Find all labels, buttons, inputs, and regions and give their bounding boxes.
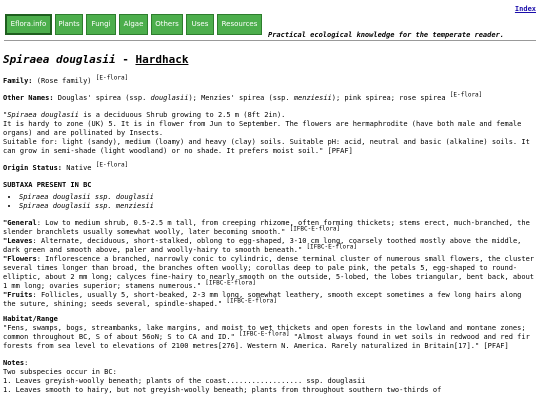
leaves-ref: [IFBC-E-flora] [306, 243, 358, 251]
pfaf-line-1: is a deciduous Shrub growing to 2.5 m (8ft 2in). [78, 111, 286, 119]
habitat-ref: [IFBC-E-flora] [239, 330, 290, 338]
other-names-ssp1: douglasii [150, 94, 189, 102]
origin-ref: [E-flora] [95, 161, 129, 169]
subtaxa-heading: SUBTAXA PRESENT IN BC [3, 181, 92, 189]
notes-line: 1. Leaves greyish-woolly beneath; plants of the coast.................. ssp. douglasii [3, 377, 366, 385]
title-separator: - [115, 53, 136, 66]
nav-algae[interactable]: Algae [119, 14, 148, 35]
family-value: (Rose family) [32, 77, 96, 85]
other-names-text: Douglas' spirea (ssp. [53, 94, 151, 102]
general-text: : Low to medium shrub, 0.5-2.5 m tall, from creeping rhizome, often forming thickets; stems erect, much-branched, the slender branchlets usually somewhat woolly, later becoming smooth." [3, 219, 530, 236]
origin-label: Origin Status: [3, 164, 63, 172]
other-names-text: ); pink spirea; rose spirea [331, 94, 450, 102]
main-content [3, 53, 537, 395]
general-label: "General [3, 219, 37, 227]
flowers-text: : Inflorescence a branched, narrowly conic to cylindric, dense terminal cluster of numerous small flowers, the cluster several times longer than broad, the branches often woolly; corollas deep to pale pink, the petals 5, egg-shaped to round-elliptic, about 2 mm long; calyces fine-hairy to nearly smooth on the outside, 5-lobed, the lobes triangular, bent back, about 1 mm long; ovaries superior; stamens numerous." [3, 255, 535, 290]
pfaf-summary [3, 111, 537, 156]
pfaf-line-2: It is hardy to zone (UK) 5. It is in flower from Jun to September. The flowers are hermaphrodite (have both male and female organs) and are pollinated by Insects. [3, 120, 522, 137]
habitat-text-1: "Fens, swamps, bogs, streambanks, lake margins, and moist to wet thickets and open forests in the lowland and montane zones; common throughout BC, S of about 56oN; S to CA and ID." [3, 324, 526, 341]
flowers-ref: [IFBC-E-flora] [205, 279, 256, 287]
general-ref: [IFBC-E-flora] [289, 225, 341, 233]
index-link[interactable]: Index [514, 5, 536, 13]
habitat-text-2: "Almost always found in wet soils in redwood and red fir forests from sea level to elevations of 2100 metres[276]. Western N. America. Rarely naturalized in Britain[17]." [PFAF] [3, 333, 530, 350]
notes-line: 1. Leaves smooth to hairy, but not greyish-woolly beneath; plants from throughout southern two-thirds of [3, 386, 442, 394]
other-names-text: ); Menzies' spirea (ssp. [188, 94, 294, 102]
pfaf-line-3: Suitable for: light (sandy), medium (loamy) and heavy (clay) soils. Suitable pH: acid, neutral and basic (alkaline) soils. It can grow in semi-shade (light woodland) or no shade. It prefers moist soil." [PFAF] [3, 138, 530, 155]
page-title [3, 53, 537, 67]
list-item: • Spiraea douglasii ssp. douglasii [19, 193, 537, 202]
other-names-ref: [E-flora] [449, 91, 483, 99]
habitat-heading: Habitat/Range [3, 315, 58, 323]
fruits-label: "Fruits [3, 291, 33, 299]
family-line [3, 74, 537, 86]
other-names-ssp2: menziesii [293, 94, 332, 102]
pfaf-species: Spiraea douglasii [7, 111, 79, 119]
nav-resources[interactable]: Resources [217, 14, 262, 35]
origin-value: Native [62, 164, 96, 172]
description [3, 219, 537, 309]
other-names-label: Other Names: [3, 94, 54, 102]
other-names-line [3, 91, 537, 103]
habitat-text [3, 324, 537, 351]
list-item: • Spiraea douglasii ssp. menziesii [19, 202, 537, 211]
header-divider [4, 40, 536, 41]
leaves-text: : Alternate, deciduous, short-stalked, oblong to egg-shaped, 3-10 cm long, coarsely toothed mostly above the middle, dark green and smooth above, paler and woolly-hairy to smooth beneath." [3, 237, 522, 254]
nav-eflora[interactable]: Eflora.info [5, 14, 52, 35]
origin-line [3, 161, 537, 173]
fruits-ref: [IFBC-E-flora] [226, 297, 277, 305]
nav-uses[interactable]: Uses [186, 14, 214, 35]
flowers-label: "Flowers [3, 255, 37, 263]
top-nav [5, 14, 262, 35]
common-name-link[interactable]: Hardhack [135, 53, 189, 66]
species-name: Spiraea douglasii [3, 53, 116, 66]
family-ref: [E-flora] [95, 74, 129, 82]
notes-line: Two subspecies occur in BC: [3, 368, 117, 376]
nav-plants[interactable]: Plants [55, 14, 83, 35]
leaves-label: "Leaves [3, 237, 33, 245]
notes-heading: Notes [3, 359, 25, 367]
family-label: Family: [3, 77, 33, 85]
nav-fungi[interactable]: Fungi [86, 14, 116, 35]
notes-colon: : [24, 359, 29, 367]
subtaxa-list [3, 193, 537, 211]
quote-mark: " [3, 111, 8, 119]
notes-section [3, 359, 537, 395]
fruits-text: : Follicles, usually 5, short-beaked, 2-3 mm long, somewhat leathery, smooth except sometimes a few long hairs along the suture, shining; seeds several, spindle-shaped." [3, 291, 522, 308]
nav-others[interactable]: Others [151, 14, 183, 35]
tagline: Practical ecological knowledge for the temperate reader. [268, 31, 505, 39]
